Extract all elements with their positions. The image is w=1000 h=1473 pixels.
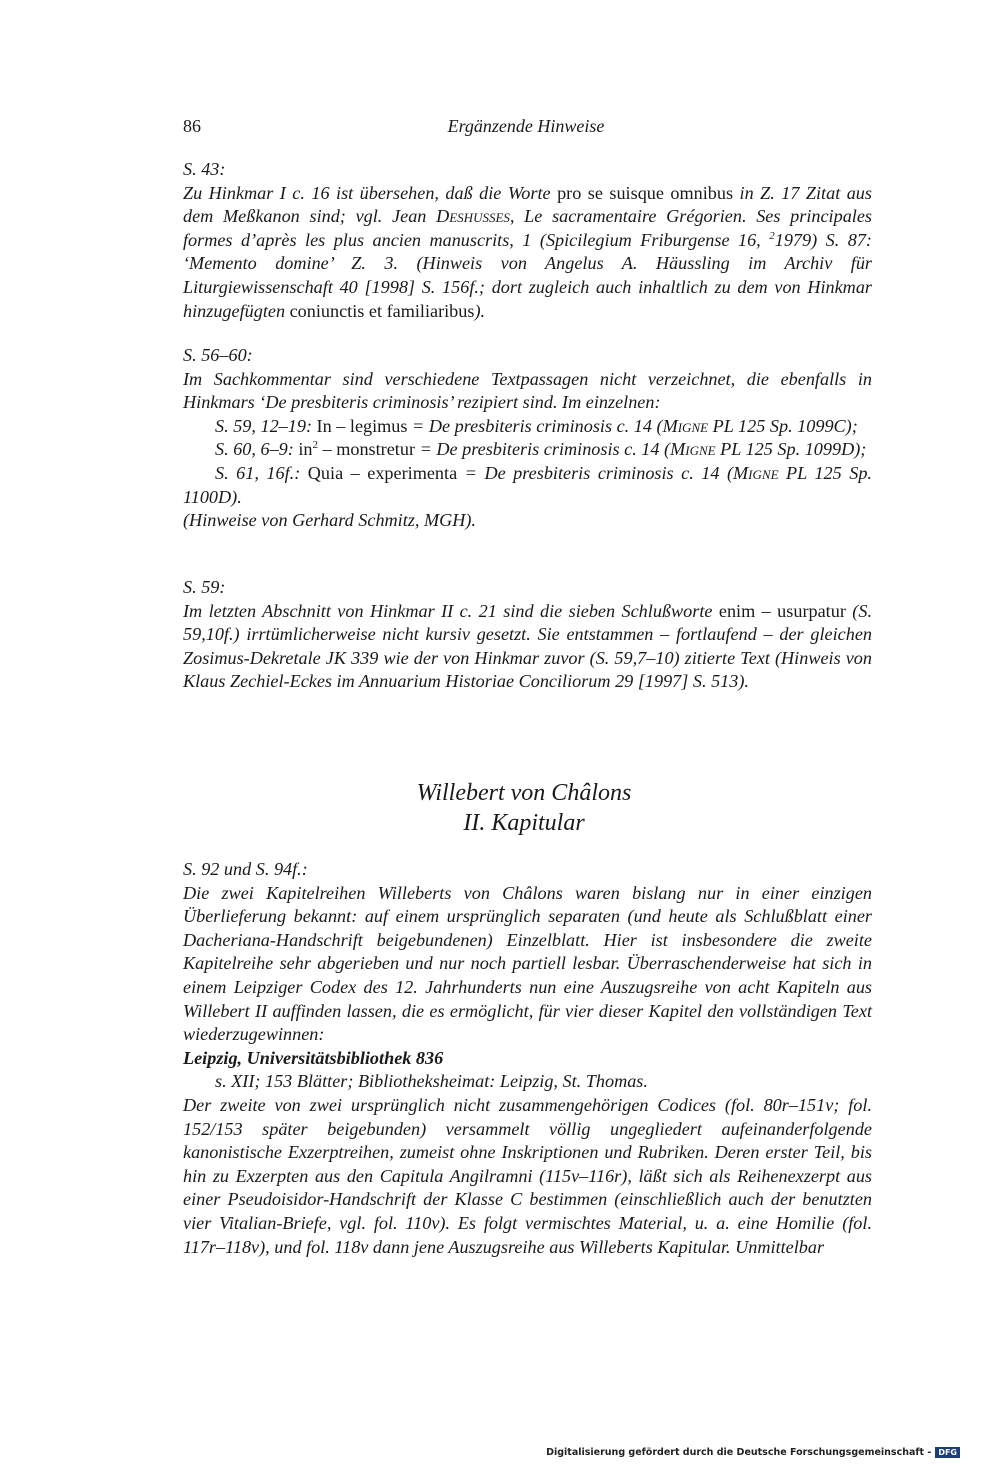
section-title: Willebert von Châlons <box>416 780 632 806</box>
digitization-footer <box>546 1447 960 1458</box>
note-label: S. 43: <box>183 159 226 179</box>
manuscript-body: Der zweite von zwei ursprünglich nicht zusammengehörigen Codices (fol. 80r–151v; fol. 152/153 später beigebunden) versammelt völlig ungegliedert aufeinanderfolgende kanonistische Exzerptreihen, zumeist ohne Inskriptionen und Rubriken. Deren erster Teil, bis hin zu Exzerpten aus den Capitula Angilramni (115v–116r), läßt sich als Reihenexzerpt aus einer Pseudoisidor-Handschrift der Klasse C bestimmen (einschließlich auch der benutzten vier Vitalian-Briefe, vgl. fol. 110v). Es folgt vermischtes Material, u. a. eine Homilie (fol. 117r–118v), und fol. 118v dann jene Auszugsreihe aus Willeberts Kapitular. Unmittelbar <box>183 1094 872 1257</box>
entry-2: S. 60, 6–9: $in^2$ – monstretur = De presbiteris criminosis c. 14 (Migne PL 125 Sp. 1099D); <box>215 439 867 460</box>
page-number: 86 <box>183 116 201 136</box>
note-s59 <box>183 576 872 694</box>
running-title: Ergänzende Hinweise <box>447 116 605 136</box>
entry-3: S. 61, 16f.: Quia – experimenta = De presbiteris criminosis c. 14 (Migne PL 125 Sp. 1100D). <box>183 462 872 507</box>
note-s92-94 <box>183 858 872 1259</box>
note-body: Im letzten Abschnitt von Hinkmar II c. 21 sind die sieben Schlußworte enim – usurpatur (S. 59,10f.) irrtümlicherweise nicht kursiv gesetzt. Sie entstammen – fortlaufend – der gleichen Zosimus-Dekretale JK 339 wie der von Hinkmar zuvor (S. 59,7–10) zitierte Text (Hinweis von Klaus Zechiel-Eckes im Annuarium Historiae Conciliorum 29 [1997] S. 513). <box>183 600 872 692</box>
manuscript-description: s. XII; 153 Blätter; Bibliotheksheimat: Leipzig, St. Thomas. <box>215 1071 648 1092</box>
note-s56-60 <box>183 344 872 533</box>
note-label: S. 56–60: <box>183 345 253 365</box>
note-intro: Im Sachkommentar sind verschiedene Textpassagen nicht verzeichnet, die ebenfalls in Hinkmars ‘De presbiteris criminosis’ rezipiert sind. Im einzelnen: <box>183 368 872 413</box>
footer-text: Digitalisierung gefördert durch die Deutsche Forschungsgemeinschaft - <box>546 1447 932 1458</box>
entry-1: S. 59, 12–19: In – legimus = De presbiteris criminosis c. 14 (Migne PL 125 Sp. 1099C); <box>215 415 858 436</box>
note-label: S. 92 und S. 94f.: <box>183 859 308 879</box>
section-subtitle: II. Kapitular <box>463 810 585 836</box>
note-label: S. 59: <box>183 577 226 597</box>
manuscript-title: Leipzig, Universitätsbibliothek 836 <box>183 1047 444 1068</box>
note-s43 <box>183 158 872 323</box>
note-body: Zu Hinkmar I c. 16 ist übersehen, daß die Worte pro se suisque omnibus in Z. 17 Zitat aus dem Meßkanon sind; vgl. Jean Deshusses, Le sacramentaire Grégorien. Ses principales formes d’après les plus ancien manuscrits, 1 (Spicilegium Friburgense 16, $^2$1979) S. 87: ‘Memento domine’ Z. 3. (Hinweis von Angelus A. Häussling im Archiv für Liturgiewissenschaft 40 [1998] S. 156f.; dort zugleich auch inhaltlich zu dem von Hinkmar hinzugefügten coniunctis et familiaribus). <box>183 182 872 321</box>
dfg-logo-icon: DFG <box>935 1447 960 1458</box>
note-attribution: (Hinweise von Gerhard Schmitz, MGH). <box>183 510 476 531</box>
note-body: Die zwei Kapitelreihen Willeberts von Châlons waren bislang nur in einer einzigen Überlieferung bekannt: auf einem ursprünglich separaten (und heute als Schlußblatt einer Dacheriana-Handschrift beigebundenen) Einzelblatt. Hier ist insbesondere die zweite Kapitelreihe sehr abgerieben und nur noch partiell lesbar. Überraschenderweise hat sich in einem Leipziger Codex des 12. Jahrhunderts nun eine Auszugsreihe von acht Kapiteln aus Willebert II auffinden lassen, die es ermöglicht, für vier dieser Kapitel den vollständigen Text wiederzugewinnen: <box>183 882 872 1045</box>
